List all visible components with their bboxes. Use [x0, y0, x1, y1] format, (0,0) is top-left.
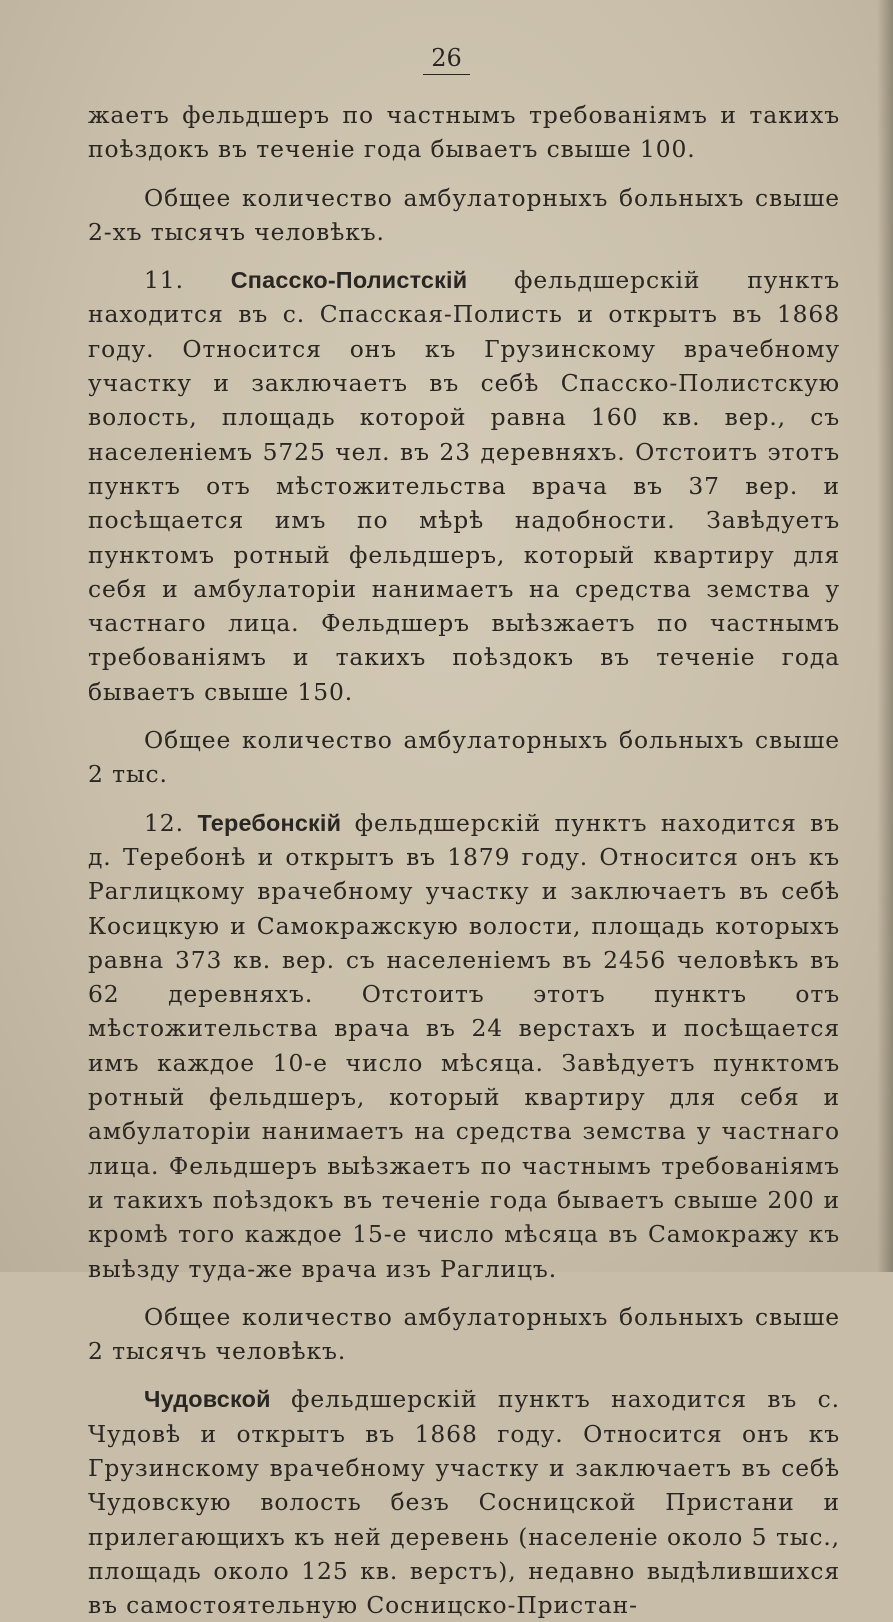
paragraph-outpatient-total: Общее количество амбулаторныхъ больныхъ свыше 2 тысячъ человѣкъ. — [88, 1302, 840, 1366]
section-number: 11. — [144, 266, 231, 295]
paragraph-spassko-polistsky: 11. Спасско-Полистскій фельдшерскій пунктъ находится въ с. Спасская-Полисть и открытъ въ 1868 году. Относится онъ къ Грузинскому врачебному участку и заключаетъ въ себѣ Спасско-Полистскую волость, площадь которой равна 160 кв. вер., съ населеніемъ 5725 чел. въ 23 деревняхъ. Отстоитъ этотъ пунктъ отъ мѣстожительства врача въ 37 вер. и посѣщается имъ по мѣрѣ надобности. Завѣдуетъ пунктомъ ротный фельдшеръ, который квартиру для себя и амбулаторіи нанимаетъ на средства земства у частнаго лица. Фельдшеръ выѣзжаетъ по частнымъ требованіямъ и такихъ поѣздокъ въ теченіе года бываетъ свыше 150. — [88, 266, 840, 706]
section-number: 12. — [144, 808, 198, 837]
section-heading-name: Чудовской — [144, 1386, 271, 1413]
paragraph-outpatient-total: Общее количество амбулаторныхъ больныхъ свыше 2 тыс. — [88, 726, 840, 789]
paragraph-chudovskoy: Чудовской фельдшерскій пунктъ находится въ с. Чудовѣ и открытъ въ 1868 году. Относится онъ къ Грузинскому врачебному участку и заключаетъ въ себѣ Чудовскую волость безъ Сосницской Пристани и прилегающихъ къ ней деревень (населеніе около 5 тыс., площадь около 125 кв. верстъ), недавно выдѣлившихся въ самостоятельную Сосницско-Пристан- — [88, 1385, 840, 1620]
paragraph-terebonsky: 12. Теребонскій фельдшерскій пунктъ находится въ д. Теребонѣ и открытъ въ 1879 году. Относится онъ къ Раглицкому врачебному участку и заключаетъ въ себѣ Косицкую и Самокражскую волости, площадь которыхъ равна 373 кв. вер. съ населеніемъ въ 2456 человѣкъ въ 62 деревняхъ. Отстоитъ этотъ пунктъ отъ мѣстожительства врача въ 24 верстахъ и посѣщается имъ каждое 10-е число мѣсяца. Завѣдуетъ пунктомъ ротный фельдшеръ, который квартиру для себя и амбулаторіи нанимаетъ на средства земства у частнаго лица. Фельдшеръ выѣзжаетъ по частнымъ требованіямъ и такихъ поѣздокъ въ теченіе года бываетъ свыше 200 и кромѣ того каждое 15-е число мѣсяца въ Самокражу къ выѣзду туда-же врача изъ Раглицъ. — [88, 808, 840, 1283]
page-binding-shadow — [877, 0, 893, 1272]
paragraph-outpatient-total: Общее количество амбулаторныхъ больныхъ свыше 2-хъ тысячъ человѣкъ. — [88, 183, 840, 246]
paragraph-continuation: жаетъ фельдшеръ по частнымъ требованіямъ и такихъ поѣздокъ въ теченіе года бываетъ свыше 100. — [88, 101, 840, 164]
section-heading-name: Спасско-Полистскій — [230, 267, 468, 294]
page-number — [0, 44, 893, 75]
page-number-text: 26 — [423, 44, 470, 75]
body-text — [88, 98, 840, 1622]
section-heading-name: Теребонскій — [197, 809, 342, 836]
